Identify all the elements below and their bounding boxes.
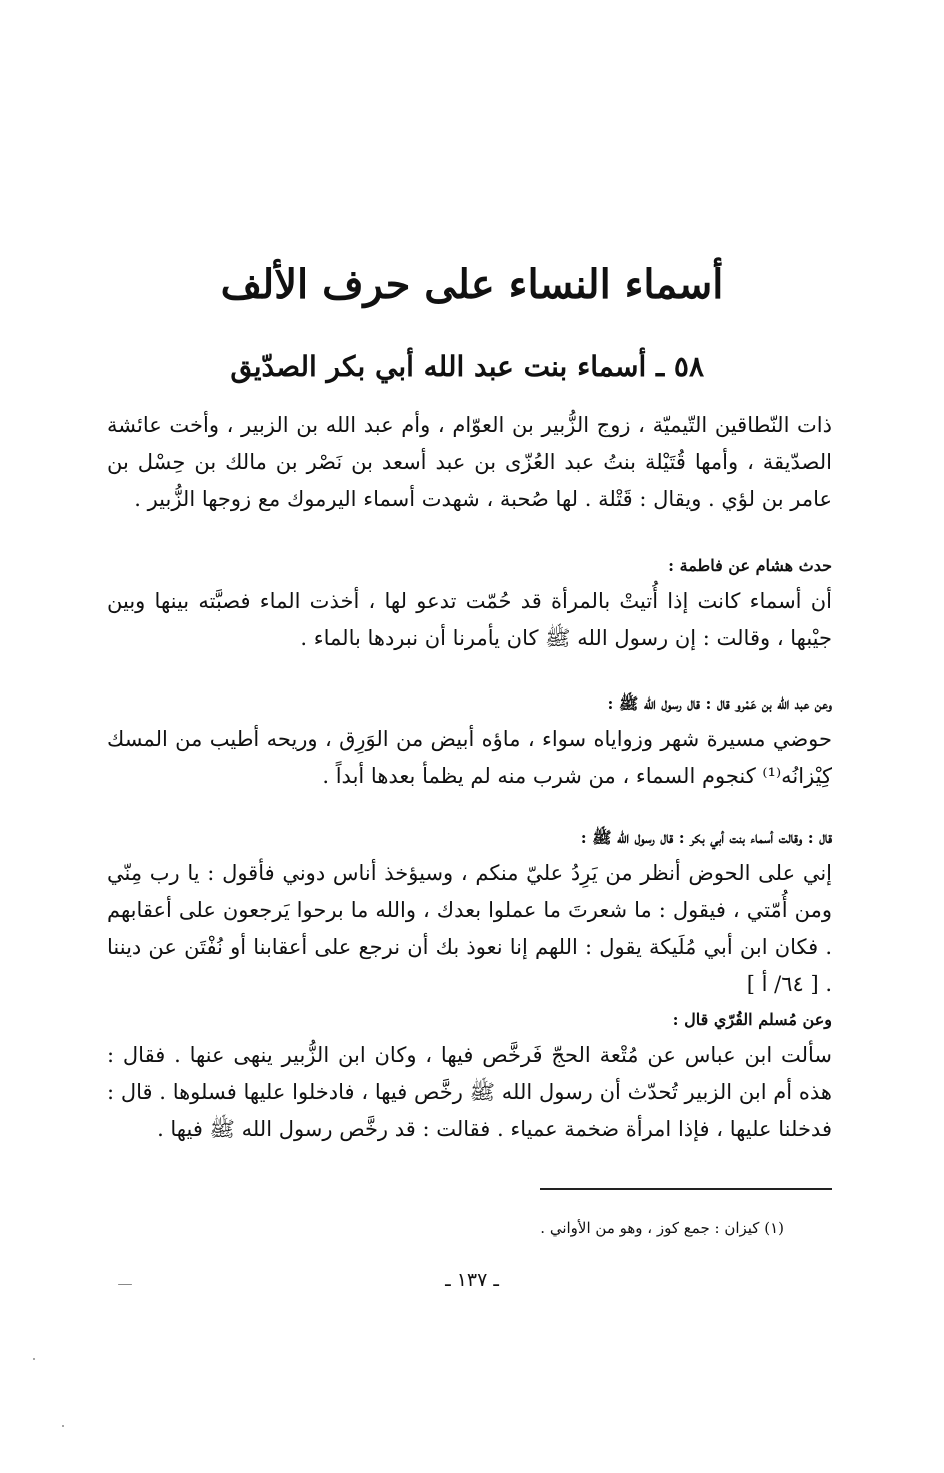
footnote: (١) كيزان : جمع كوز ، وهو من الأواني . [540, 1219, 784, 1237]
chapter-title: أسماء النساء على حرف الألف [220, 261, 724, 308]
narration-intro: وعن عبد الله بن عَمْرو قال : قال رسول الله ﷺ : [607, 694, 832, 713]
entry-title: ٥٨ ـ أسماء بنت عبد الله أبي بكر الصدّيق [230, 350, 704, 383]
narration-text: إني على الحوض أنظر من يَرِدُ عليّ منكم ، وسيؤخذ أناس دوني فأقول : يا رب مِنّي ومن أُمّتي ، فيقول : ما شعرتَ ما عملوا بعدك ، والله ما برحوا يَرجعون على أعقابهم . فكان ابن أبي مُلَيكة يقول : اللهم إنا نعوذ بك أن نرجع على أعقابنا أو نُفْتَن عن ديننا . [ ٦٤/ أ ] [107, 861, 832, 996]
narration-block [107, 553, 832, 657]
narration-block [107, 691, 832, 795]
footnote-divider [540, 1188, 832, 1190]
entry-bio-block [107, 407, 832, 518]
narration-intro: وعن مُسلم القُرّي قال : [672, 1010, 832, 1029]
narration-block [107, 825, 832, 1003]
narration-block [107, 1007, 832, 1148]
narration-text: سألت ابن عباس عن مُتْعة الحجّ فَرخَّص فيها ، وكان ابن الزُّبير ينهى عنها . فقال : هذه أم ابن الزبير تُحدّث أن رسول الله ﷺ رخَّص فيها ، فادخلوا عليها فسلوها . قال : فدخلنا عليها ، فإذا امرأة ضخمة عمياء . فقالت : قد رخَّص رسول الله ﷺ فيها . [107, 1043, 832, 1141]
page-number: ـ ١٣٧ ـ [445, 1269, 499, 1291]
scan-speck [62, 1425, 64, 1427]
scan-speck [118, 1284, 132, 1285]
narration-intro: حدث هشام عن فاطمة : [668, 556, 832, 575]
narration-text: حوضي مسيرة شهر وزواياه سواء ، ماؤه أبيض من الوَرِق ، وريحه أطيب من المسك كِيْزانُه⁽¹⁾ كنجوم السماء ، من شرب منه لم يظمأ بعدها أبداً . [107, 727, 832, 788]
scan-speck [33, 1358, 35, 1360]
narration-text: أن أسماء كانت إذا أُتيتْ بالمرأة قد حُمّت تدعو لها ، أخذت الماء فصبَّته بينها وبين جيْبها ، وقالت : إن رسول الله ﷺ كان يأمرنا أن نبردها بالماء . [107, 589, 832, 650]
entry-bio: ذات النّطاقين التّيميّة ، زوج الزُّبير بن العوّام ، وأم عبد الله بن الزبير ، وأخت عائشة الصدّيقة ، وأمها قُتَيْلة بنتُ عبد العُزّى بن عبد أسعد بن نَصْر بن مالك بن حِسْل بن عامر بن لؤي . ويقال : قَتْلة . لها صُحبة ، شهدت أسماء اليرموك مع زوجها الزُّبير . [107, 413, 832, 511]
narration-intro: قال : وقالت أسماء بنت أبي بكر : قال رسول الله ﷺ : [580, 828, 832, 847]
